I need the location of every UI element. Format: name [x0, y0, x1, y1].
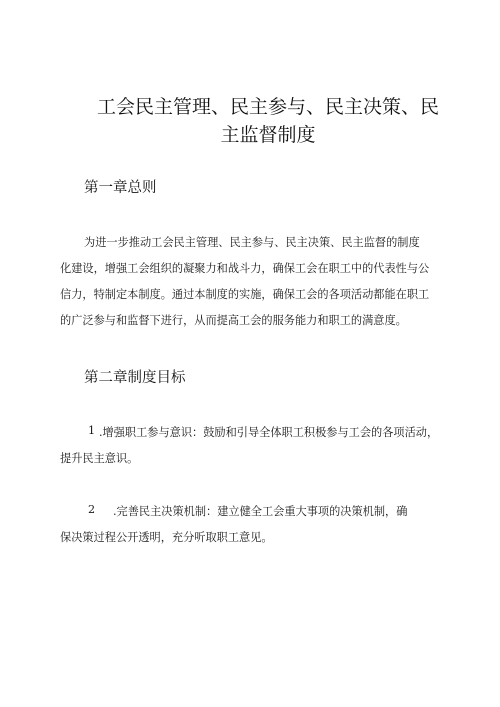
objective-item-2-number: 2: [88, 503, 96, 516]
objective-item-1-line-1: .增强职工参与意识：鼓励和引导全体职工积极参与工会的各项活动，: [99, 426, 439, 439]
document-title-line-2: 主监督制度: [220, 124, 316, 146]
chapter-1-line-4: 的广泛参与和监督下进行，从而提高工会的服务能力和职工的满意度。: [60, 314, 407, 327]
chapter-1-heading: 第一章总则: [84, 180, 157, 196]
chapter-2-heading: 第二章制度目标: [84, 370, 186, 386]
objective-item-2-line-1: .完善民主决策机制：建立健全工会重大事项的决策机制，确: [113, 505, 408, 518]
chapter-1-line-1: 为进一步推动工会民主管理、民主参与、民主决策、民主监督的制度: [84, 236, 420, 249]
objective-item-1-number: 1: [88, 424, 96, 437]
objective-item-1-line-2: 提升民主意识。: [60, 452, 139, 465]
objective-item-2-line-2: 保决策过程公开透明，充分听取职工意见。: [60, 531, 273, 544]
document-title-line-1: 工会民主管理、民主参与、民主决策、民: [96, 96, 439, 118]
chapter-1-line-2: 化建设，增强工会组织的凝聚力和战斗力，确保工会在职工中的代表性与公: [60, 262, 430, 275]
chapter-1-line-3: 信力，特制定本制度。通过本制度的实施，确保工会的各项活动都能在职工: [60, 288, 430, 301]
document-title: [88, 93, 448, 149]
